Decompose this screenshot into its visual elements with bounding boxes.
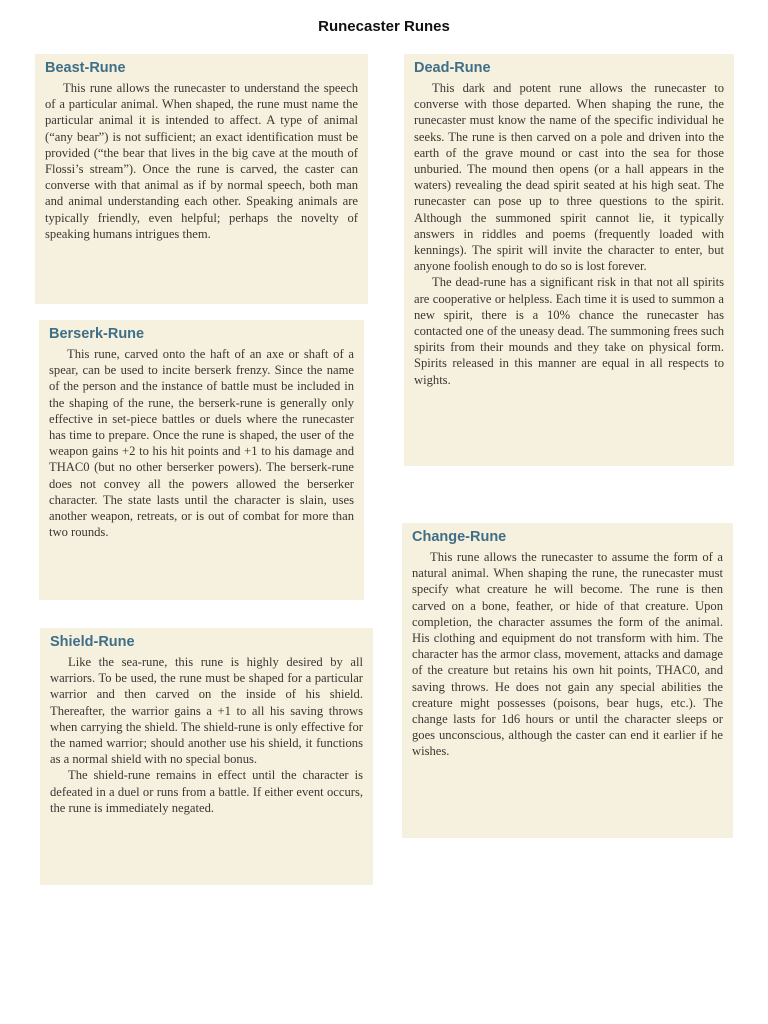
dead-rune-paragraph-1: This dark and potent rune allows the runecaster to converse with those departed. When shaping the rune, the runecaster must know the name of the specific individual he seeks. The rune is then carved on a pole and driven into the earth of the grave mound or cast into the sea for those unburied. The mound then opens (or a hall appears in the waters) revealing the dead spirit seated at his high seat. The runecaster can pose up to three questions to the spirit. Although the summoned spirit cannot lie, it typically answers in riddles and poems (frequently loaded with kennings). The spirit will invite the character to enter, but anyone foolish enough to do so is lost forever. — [414, 81, 724, 274]
shield-rune-paragraph-2: The shield-rune remains in effect until the character is defeated in a duel or runs from a battle. If either event occurs, the rune is immediately negated. — [50, 768, 363, 815]
berserk-rune-paragraph: This rune, carved onto the haft of an axe or shaft of a spear, can be used to incite berserk frenzy. Since the name of the person and the instance of battle must be included in the shaping of the rune, the berserk-rune is generally only effective in set-piece battles or duels where the runecaster has time to prepare. Once the rune is shaped, the user of the weapon gains +2 to his hit points and +1 to his damage and THAC0 (but no other berserker powers). The berserk-rune does not convey all the powers allowed the berserker character. The state lasts until the character is slain, uses another weapon, retreats, or is out of combat for more than two rounds. — [49, 347, 354, 540]
change-rune-heading: Change-Rune — [412, 529, 507, 545]
berserk-rune-heading: Berserk-Rune — [49, 326, 145, 342]
shield-rune-heading: Shield-Rune — [50, 634, 135, 650]
beast-rune-paragraph: This rune allows the runecaster to understand the speech of a particular animal. When shaped, the rune must name the particular animal it is intended to affect. A type of animal (“any bear”) is not sufficient; an exact identification must be provided (“the bear that lives in the big cave at the mouth of Flossi’s stream”). Once the rune is carved, the caster can converse with that animal as if by normal speech, both man and animal understanding each other. Speaking animals are typically friendly, even helpful; perhaps the novelty of speaking humans intrigues them. — [45, 81, 358, 241]
beast-rune-section — [35, 54, 368, 304]
change-rune-section — [402, 523, 733, 838]
berserk-rune-section — [39, 320, 364, 600]
shield-rune-section — [40, 628, 373, 885]
beast-rune-heading: Beast-Rune — [45, 60, 126, 76]
change-rune-paragraph: This rune allows the runecaster to assume the form of a natural animal. When shaping the rune, the runecaster must specify what creature he will become. The rune is then carved on a bone, feather, or hide of that creature. Upon completion, the character assumes the form of the animal. His clothing and equipment do not transform with him. The character has the armor class, movement, attacks and damage of the creature but retains his own hit points, THAC0, and saving throws. He does not gain any special abilities the creature might possesses (poisons, bear hugs, etc.). The change lasts for 1d6 hours or until the character sleeps or goes unconscious, although the caster can end it earlier if he wishes. — [412, 550, 723, 759]
dead-rune-heading: Dead-Rune — [414, 60, 491, 76]
dead-rune-paragraph-2: The dead-rune has a significant risk in that not all spirits are cooperative or helpless. Each time it is used to summon a new spirit, there is a 10% chance the runecaster has contacted one of the uneasy dead. The summoning frees such spirits from their mounds and they take on physical form. Spirits released in this manner are equal in all respects to wights. — [414, 275, 724, 387]
shield-rune-paragraph-1: Like the sea-rune, this rune is highly desired by all warriors. To be used, the rune must be shaped for a particular warrior and then carved on the inside of his shield. Thereafter, the warrior gains a +1 to all his saving throws when carrying the shield. The shield-rune is only effective for the named warrior; should another use his shield, it functions as a normal shield with no special bonus. — [50, 655, 363, 767]
page-title: Runecaster Runes — [318, 18, 450, 35]
dead-rune-section — [404, 54, 734, 466]
